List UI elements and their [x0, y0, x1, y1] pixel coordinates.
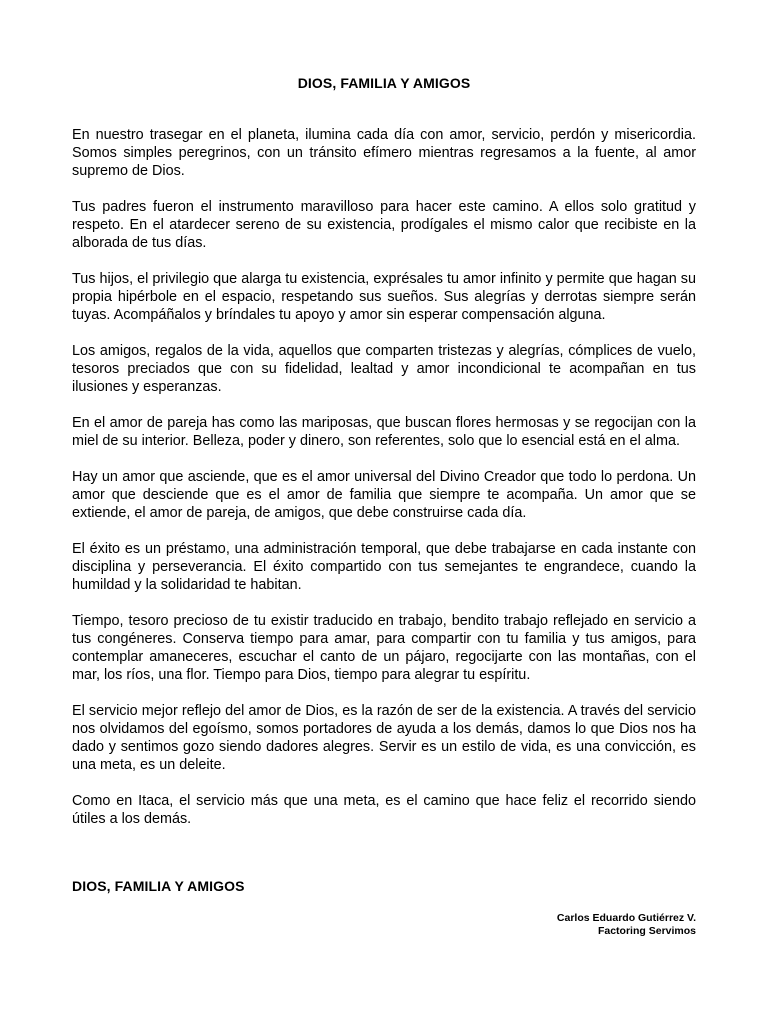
closing-title: DIOS, FAMILIA Y AMIGOS	[72, 878, 245, 894]
paragraph-friends: Los amigos, regalos de la vida, aquellos que comparten tristezas y alegrías, cómplices de vuelo, tesoros preciados que con su fidelidad, lealtad y amor incondicional te acompañan en tus ilusiones y esperanzas.	[72, 343, 696, 395]
document-body	[72, 126, 696, 828]
paragraph-success: El éxito es un préstamo, una administración temporal, que debe trabajarse en cada instante con disciplina y perseverancia. El éxito compartido con tus semejantes te engrandece, cuando la humildad y la solidaridad te habitan.	[72, 541, 696, 593]
signature-author: Carlos Eduardo Gutiérrez V.	[556, 912, 696, 924]
paragraph-time: Tiempo, tesoro precioso de tu existir traducido en trabajo, bendito trabajo reflejado en servicio a tus congéneres. Conserva tiempo para amar, para compartir con tu familia y tus amigos, para contemplar amaneceres, escuchar el canto de un pájaro, regocijarte con las montañas, con el mar, los ríos, una flor. Tiempo para Dios, tiempo para alegrar tu espíritu.	[72, 613, 696, 683]
paragraph-intro: En nuestro trasegar en el planeta, ilumina cada día con amor, servicio, perdón y misericordia. Somos simples peregrinos, con un tránsito efímero mientras regresamos a la fuente, al amor supremo de Dios.	[72, 127, 696, 179]
paragraph-love: Hay un amor que asciende, que es el amor universal del Divino Creador que todo lo perdona. Un amor que desciende que es el amor de familia que siempre te acompaña. Un amor que se extiende, el amor de pareja, de amigos, que debe construirse cada día.	[72, 469, 696, 521]
paragraph-service: El servicio mejor reflejo del amor de Dios, es la razón de ser de la existencia. A través del servicio nos olvidamos del egoísmo, somos portadores de ayuda a los demás, damos lo que Dios nos ha dado y sentimos gozo siendo dadores alegres. Servir es un estilo de vida, es una convicción, es una meta, es un deleite.	[72, 703, 696, 773]
paragraph-children: Tus hijos, el privilegio que alarga tu existencia, exprésales tu amor infinito y permite que hagan su propia hipérbole en el espacio, respetando sus sueños. Sus alegrías y derrotas siempre serán tuyas. Acompáñalos y bríndales tu apoyo y amor sin esperar compensación alguna.	[72, 271, 696, 323]
document-title: DIOS, FAMILIA Y AMIGOS	[297, 75, 471, 91]
signature-organization: Factoring Servimos	[597, 925, 696, 937]
signature-block	[557, 912, 696, 938]
paragraph-couple: En el amor de pareja has como las mariposas, que buscan flores hermosas y se regocijan con la miel de su interior. Belleza, poder y dinero, son referentes, solo que lo esencial está en el alma.	[72, 415, 696, 449]
paragraph-itaca: Como en Itaca, el servicio más que una meta, es el camino que hace feliz el recorrido siendo útiles a los demás.	[72, 793, 696, 827]
paragraph-parents: Tus padres fueron el instrumento maravilloso para hacer este camino. A ellos solo gratitud y respeto. En el atardecer sereno de su existencia, prodígales el mismo calor que recibiste en la alborada de tus días.	[72, 199, 696, 251]
